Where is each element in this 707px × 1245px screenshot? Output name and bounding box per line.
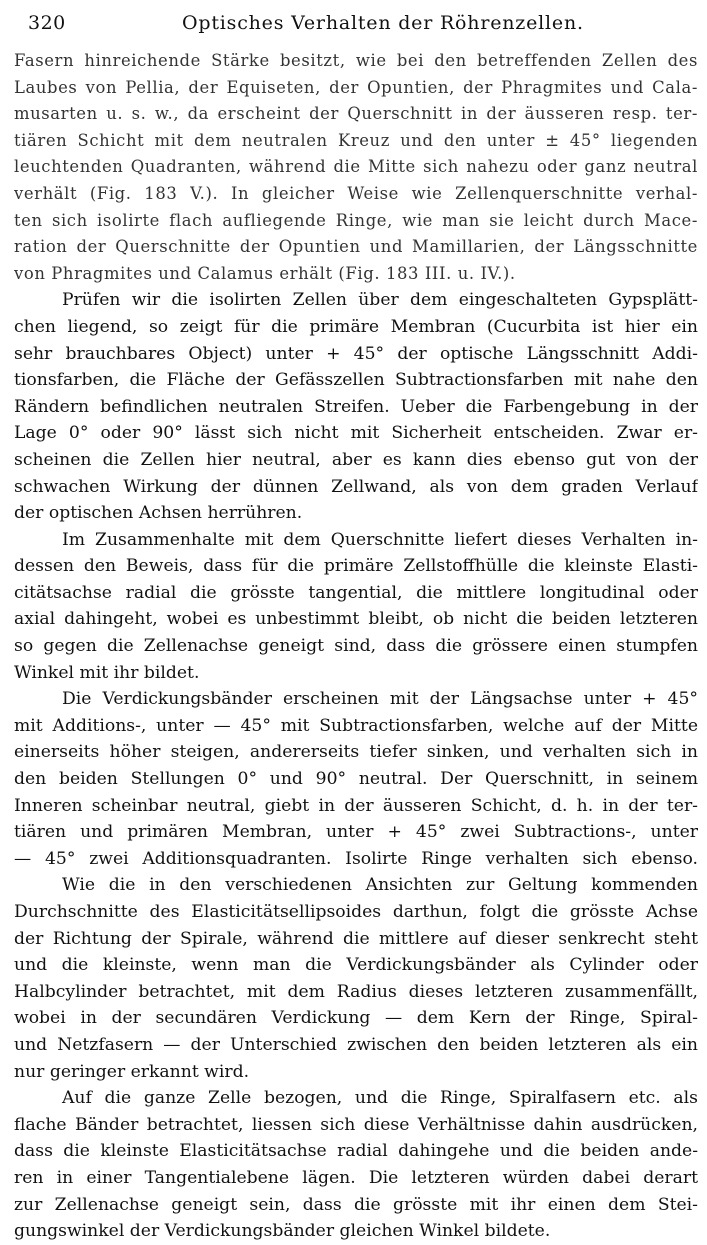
text-line: Im Zusammenhalte mit dem Querschnitte liefert dieses Verhalten in- — [62, 529, 698, 550]
text-line: Inneren scheinbar neutral, giebt in der äusseren Schicht, d. h. in der ter- — [14, 795, 698, 816]
running-head — [14, 6, 698, 46]
text-line: Halbcylinder betrachtet, mit dem Radius dieses letzteren zusammenfällt, — [14, 981, 698, 1002]
text-line: mit Additions-, unter — 45° mit Subtractionsfarben, welche auf der Mitte — [14, 715, 698, 736]
text-line: der Richtung der Spirale, während die mittlere auf dieser senkrecht steht — [14, 928, 698, 949]
text-line: verhält (Fig. 183 V.). In gleicher Weise wie Zellenquerschnitte verhal- — [14, 183, 698, 203]
text-line: ren in einer Tangentialebene lägen. Die letzteren würden dabei derart — [14, 1167, 698, 1188]
text-line: tiären und primären Membran, unter + 45° zwei Subtractions-, unter — [14, 822, 698, 843]
text-line: und Netzfasern — der Unterschied zwischen den beiden letzteren als ein — [14, 1034, 698, 1055]
text-line: den beiden Stellungen 0° und 90° neutral. Der Querschnitt, in seinem — [14, 769, 698, 790]
text-line: Prüfen wir die isolirten Zellen über dem eingeschalteten Gypsplätt- — [62, 290, 698, 311]
text-line: so gegen die Zellenachse geneigt sind, dass die grössere einen stumpfen — [14, 636, 698, 657]
text-line: einerseits höher steigen, andererseits tiefer sinken, und verhalten sich in — [14, 742, 698, 763]
body-text — [14, 48, 698, 1245]
text-line: leuchtenden Quadranten, während die Mitte sich nahezu oder ganz neutral — [14, 157, 698, 177]
text-line: tiären Schicht mit dem neutralen Kreuz und den unter ± 45° liegenden — [14, 130, 698, 150]
text-line: scheinen die Zellen hier neutral, aber es kann dies ebenso gut von der — [14, 449, 698, 470]
text-line: ration der Querschnitte der Opuntien und Mamillarien, der Längsschnitte — [14, 237, 698, 257]
text-line: Durchschnitte des Elasticitätsellipsoides darthun, folgt die grösste Achse — [14, 902, 698, 922]
text-line: Rändern befindlichen neutralen Streifen. Ueber die Farbengebung in der — [14, 396, 698, 417]
text-line: citätsachse radial die grösste tangential, die mittlere longitudinal oder — [14, 582, 698, 603]
text-line: tionsfarben, die Fläche der Gefässzellen Subtractionsfarben mit nahe den — [14, 370, 698, 391]
text-line: Winkel mit ihr bildet. — [14, 662, 200, 683]
text-line: von Phragmites und Calamus erhält (Fig. 183 III. u. IV.). — [14, 263, 516, 283]
text-line: zur Zellenachse geneigt sein, dass die grösste mit ihr einen dem Stei- — [14, 1194, 698, 1215]
text-line: Lage 0° oder 90° lässt sich nicht mit Sicherheit entscheiden. Zwar er- — [14, 423, 698, 444]
text-line: — 45° zwei Additionsquadranten. Isolirte Ringe verhalten sich ebenso. — [14, 848, 698, 869]
text-line: und die kleinste, wenn man die Verdickungsbänder als Cylinder oder — [14, 955, 698, 976]
text-line: flache Bänder betrachtet, liessen sich diese Verhältnisse dahin ausdrücken, — [14, 1114, 698, 1135]
book-page — [14, 6, 698, 46]
text-line: Laubes von Pellia, der Equiseten, der Opuntien, der Phragmites und Cala- — [14, 77, 698, 97]
page-number: 320 — [28, 12, 66, 34]
text-line: chen liegend, so zeigt für die primäre Membran (Cucurbita ist hier ein — [14, 316, 698, 337]
text-line: Wie die in den verschiedenen Ansichten zur Geltung kommenden — [62, 875, 698, 896]
text-line: dass die kleinste Elasticitätsachse radial dahingehe und die beiden ande- — [14, 1141, 698, 1162]
text-line: schwachen Wirkung der dünnen Zellwand, als von dem graden Verlauf — [14, 476, 698, 497]
text-line: wobei in der secundären Verdickung — dem Kern der Ringe, Spiral- — [14, 1008, 698, 1029]
text-line: Auf die ganze Zelle bezogen, und die Ringe, Spiralfasern etc. als — [62, 1088, 698, 1109]
text-line: dessen den Beweis, dass für die primäre Zellstoffhülle die kleinste Elasti- — [14, 556, 698, 577]
text-line: axial dahingeht, wobei es unbestimmt bleibt, ob nicht die beiden letzteren — [14, 609, 698, 630]
text-line: musarten u. s. w., da erscheint der Querschnitt in der äusseren resp. ter- — [14, 104, 698, 124]
text-line: sehr brauchbares Object) unter + 45° der optische Längsschnitt Addi- — [14, 343, 698, 364]
text-line: ten sich isolirte flach aufliegende Ringe, wie man sie leicht durch Mace- — [14, 210, 698, 230]
text-line: Die Verdickungsbänder erscheinen mit der Längsachse unter + 45° — [62, 689, 698, 710]
text-line: Fasern hinreichende Stärke besitzt, wie bei den betreffenden Zellen des — [14, 51, 698, 70]
text-line: nur geringer erkannt wird. — [14, 1061, 250, 1082]
running-title: Optisches Verhalten der Röhrenzellen. — [182, 12, 584, 34]
text-line: gungswinkel der Verdickungsbänder gleichen Winkel bildete. — [14, 1221, 551, 1242]
text-line: der optischen Achsen herrühren. — [14, 503, 303, 524]
